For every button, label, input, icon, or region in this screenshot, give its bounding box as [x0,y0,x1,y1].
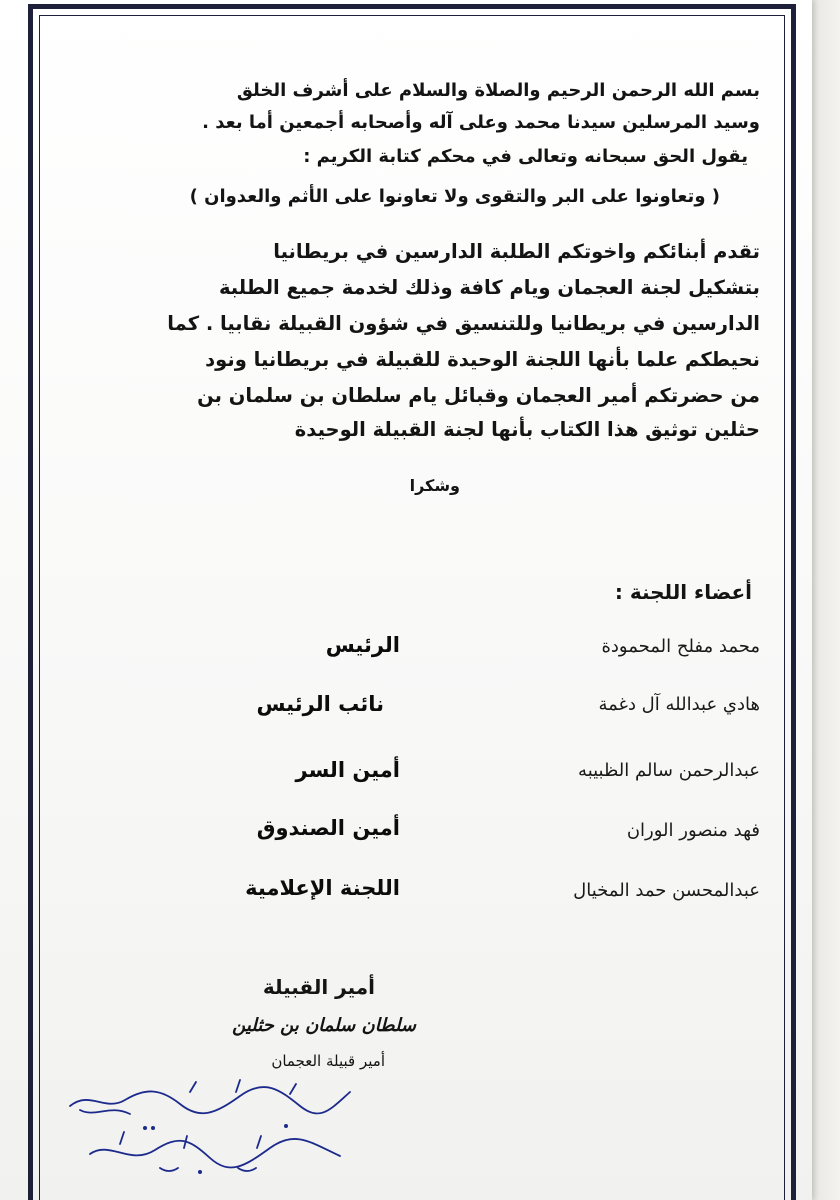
intro-line-basmala: بسم الله الرحمن الرحيم والصلاة والسلام على أشرف الخلق [236,80,760,101]
member-name-2: هادي عبدالله آل دغمة [598,694,760,715]
member-role-1: الرئيس [325,633,400,657]
member-name-4: فهد منصور الوران [626,820,760,841]
member-name-3: عبدالرحمن سالم الظبيبه [578,760,760,781]
body-line-6: حثلين توثيق هذا الكتاب بأنها لجنة القبيلة الوحيدة [294,418,760,441]
intro-line-verse: ( وتعاونوا على البر والتقوى ولا تعاونوا على الأثم والعدوان ) [189,186,720,207]
thanks-text: وشكرا [409,476,460,495]
body-line-2: بتشكيل لجنة العجمان ويام كافة وذلك لخدمة جميع الطلبة [218,276,760,299]
emir-title: أمير القبيلة [262,975,375,999]
letter-content [60,0,760,1200]
committee-title: أعضاء اللجنة : [614,580,752,604]
body-line-5: من حضرتكم أمير العجمان وقبائل يام سلطان بن سلمان بن [197,384,760,407]
member-role-4: أمين الصندوق [256,816,400,840]
member-role-3: أمين السر [295,758,400,782]
intro-line-salutation: وسيد المرسلين سيدنا محمد وعلى آله وأصحابه أجمعين أما بعد . [202,112,760,133]
member-name-5: عبدالمحسن حمد المخيال [573,880,760,901]
emir-name: سلطان سلمان بن حثلين [232,1015,416,1036]
body-line-3: الدارسين في بريطانيا وللتنسيق في شؤون القبيلة نقابيا . كما [167,312,760,335]
body-line-4: نحيطكم علما بأنها اللجنة الوحيدة للقبيلة في بريطانيا ونود [205,348,760,371]
body-line-1: تقدم أبنائكم واخوتكم الطلبة الدارسين في بريطانيا [273,240,760,263]
member-role-5: اللجنة الإعلامية [245,876,400,900]
intro-line-quote-lead: يقول الحق سبحانه وتعالى في محكم كتابة الكريم : [303,146,748,167]
member-role-2: نائب الرئيس [256,692,384,716]
emir-subtitle: أمير قبيلة العجمان [271,1052,385,1070]
handwritten-signature-note [50,1070,370,1180]
member-name-1: محمد مفلح المحمودة [601,636,760,657]
